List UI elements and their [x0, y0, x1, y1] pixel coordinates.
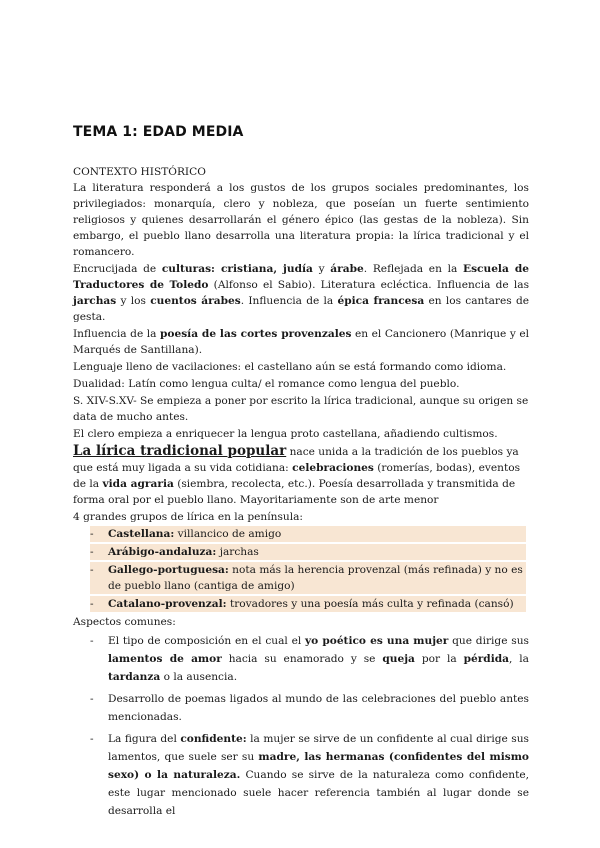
list-item: - Castellana: villancico de amigo [90, 526, 526, 542]
list-item: - Arábigo-andaluza: jarchas [90, 544, 526, 560]
paragraph-centuries: S. XIV-S.XV- Se empieza a poner por escrito la lírica tradicional, aunque su origen se data de mucho antes. [73, 395, 529, 423]
list-item: - La figura del confidente: la mujer se sirve de un confidente al cual dirige sus lamentos, que suele ser su madre, las hermanas (confidentes del mismo sexo) o la naturaleza. Cuando se sirve de la naturaleza como confidente, este lugar mencionado suele hacer referencia también al lugar donde se desarrolla el [90, 730, 529, 820]
paragraph-cultures: Encrucijada de culturas: cristiana, judía y árabe. Reflejada en la Escuela de Traductores de Toledo (Alfonso el Sabio). Literatura ecléctica. Influencia de las jarchas y los cuentos árabes. Influencia de la épica francesa en los cantares de gesta. [73, 263, 530, 323]
paragraph-provenzal: Influencia de la poesía de las cortes provenzales en el Cancionero (Manrique y el Marqués de Santillana). [73, 328, 530, 356]
list-item: - El tipo de composición en el cual el yo poético es una mujer que dirige sus lamentos de amor hacia su enamorado y se queja por la pérdida, la tardanza o la ausencia. [90, 632, 529, 686]
list-item: - Gallego-portuguesa: nota más la herencia provenzal (más refinada) y no es de pueblo llano (cantiga de amigo) [90, 562, 526, 594]
list-item: - Desarrollo de poemas ligados al mundo de las celebraciones del pueblo antes mencionadas. [90, 690, 529, 726]
lyric-groups-list [90, 526, 529, 612]
paragraph-clergy: El clero empieza a enriquecer la lengua proto castellana, añadiendo cultismos. [73, 428, 498, 440]
paragraph-language: Lenguaje lleno de vacilaciones: el castellano aún se está formando como idioma. [73, 361, 507, 373]
paragraph-duality: Dualidad: Latín como lengua culta/ el romance como lengua del pueblo. [73, 378, 460, 390]
aspects-list [90, 632, 529, 820]
paragraph-groups-intro: 4 grandes grupos de lírica en la península: [73, 511, 303, 523]
paragraph-literature: La literatura responderá a los gustos de los grupos sociales predominantes, los privilegiados: monarquía, clero y nobleza, que poseían un fuerte sentimiento religiosos y quienes desarrollarán el género épico (las gestas de la nobleza). Sin embargo, el pueblo llano desarrolla una literatura propia: la lírica tradicional y el romancero. [73, 182, 529, 258]
list-item: - Catalano-provenzal: trovadores y una poesía más culta y refinada (cansó) [90, 596, 526, 612]
paragraph-popular-lyric: La lírica tradicional popular nace unida a la tradición de los pueblos ya que está muy ligada a su vida cotidiana: celebraciones (romerías, bodas), eventos de la vida agraria (siembra, recolecta, etc.). Poesía desarrollada y transmitida de forma oral por el pueblo llano. Mayoritariamente son de arte menor [73, 443, 521, 506]
section-heading: CONTEXTO HISTÓRICO [73, 166, 206, 178]
document-body [73, 164, 529, 824]
aspects-heading: Aspectos comunes: [73, 616, 176, 628]
page-title: TEMA 1: EDAD MEDIA [73, 124, 244, 140]
